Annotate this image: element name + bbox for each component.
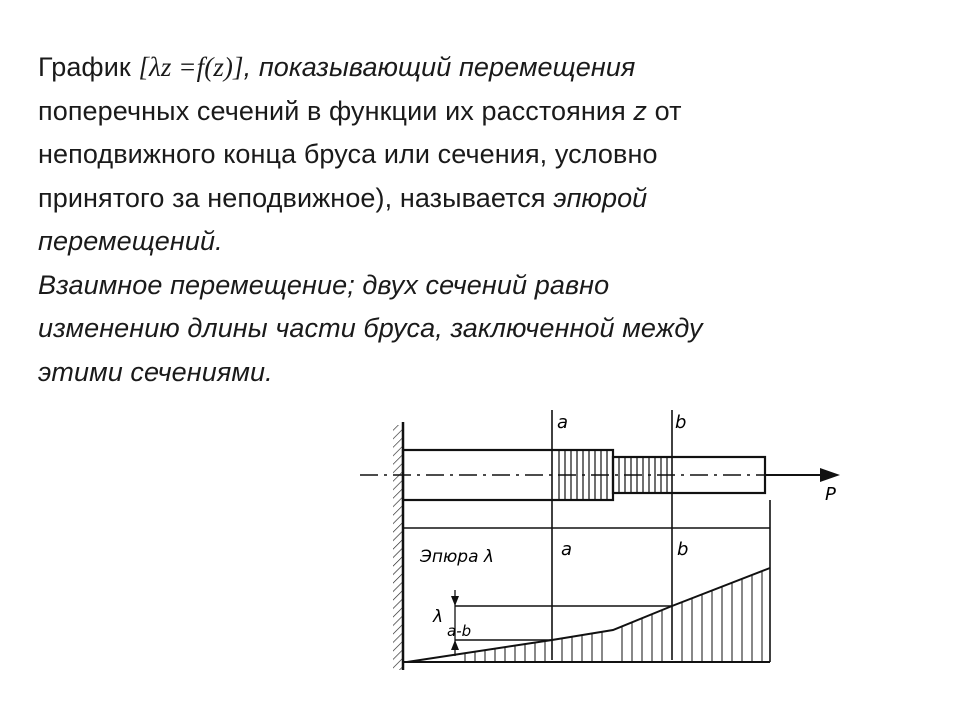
epure-label: Эпюра λ (420, 547, 494, 567)
lambda-subscript: a-b (447, 622, 472, 640)
text-line-8: этими сечениями. (38, 356, 273, 387)
epure-curve (407, 568, 770, 662)
slide-text (38, 46, 938, 394)
line1-suffix: , показывающий перемещения (243, 52, 636, 82)
term-epure: эпюрой (553, 182, 648, 213)
section-label-b-top: b (675, 412, 687, 433)
epure-hatching (465, 571, 762, 662)
lambda-arrow-top (451, 596, 459, 606)
line1-prefix: График (38, 52, 139, 82)
line2-suffix: от (647, 95, 682, 126)
text-line-6: Взаимное перемещение; двух сечений равно (38, 269, 610, 300)
text-line-7: изменению длины части бруса, заключенной между (38, 313, 703, 343)
diagram-svg (355, 400, 850, 700)
section-label-a-top: a (557, 412, 569, 433)
text-line-1 (38, 46, 938, 90)
displacement-diagram (355, 400, 850, 700)
line4-prefix: принятого за неподвижное), называется (38, 182, 554, 213)
section-label-a-mid: a (561, 539, 573, 560)
text-line-4 (38, 177, 938, 221)
formula-lambda-z: [λz =f(z)] (138, 52, 244, 82)
wall-hatch (393, 425, 403, 670)
text-line-3: неподвижного конца бруса или сечения, условно (38, 139, 658, 169)
lambda-arrow-bottom (451, 640, 459, 650)
line2-prefix: поперечных сечений в функции их расстояния (38, 95, 634, 126)
section-label-b-mid: b (677, 539, 689, 560)
variable-z: z (633, 95, 648, 126)
text-line-5: перемещений. (38, 226, 223, 256)
force-arrow-head (820, 468, 840, 482)
force-label: P (825, 484, 836, 505)
lambda-symbol: λ (433, 607, 444, 627)
text-line-2 (38, 90, 938, 134)
